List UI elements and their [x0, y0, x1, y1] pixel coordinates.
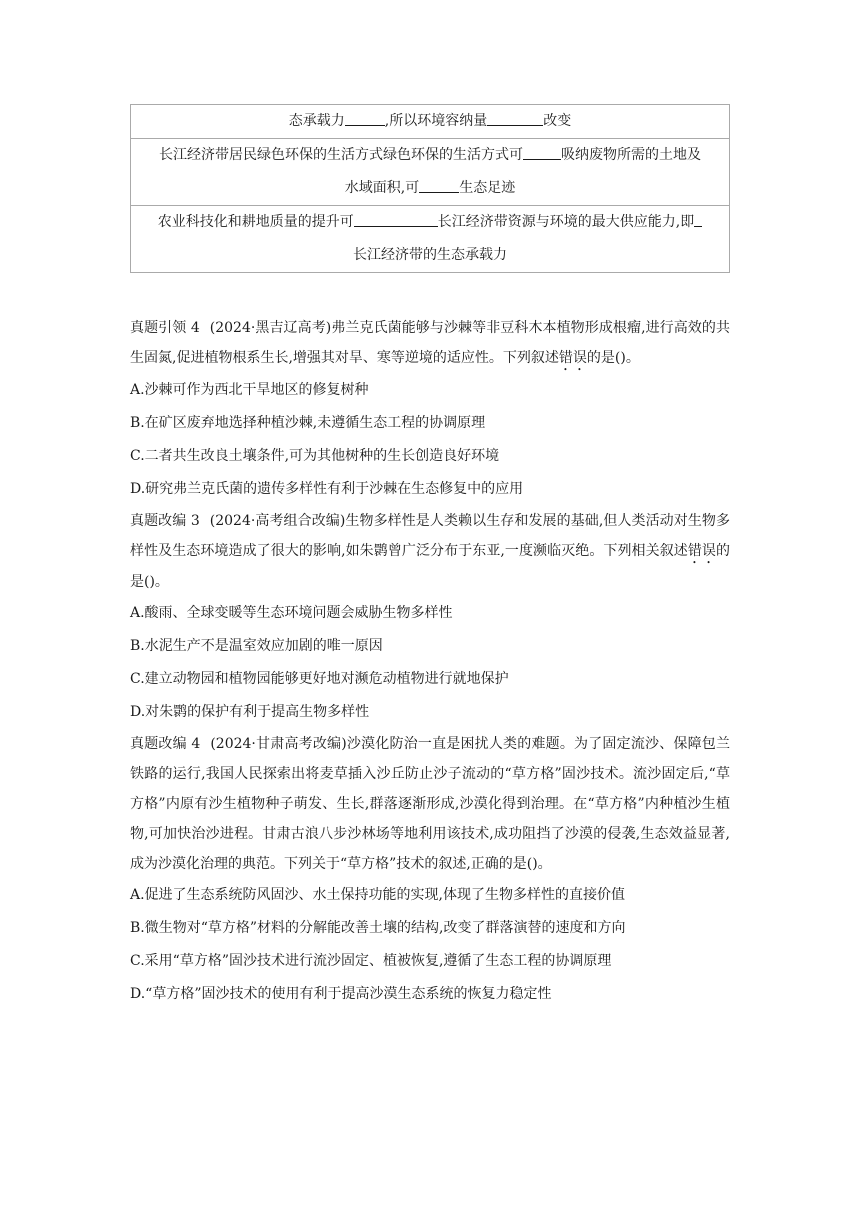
cell-text: 长江经济带居民绿色环保的生活方式绿色环保的生活方式可: [159, 147, 523, 163]
option-d: D.研究弗兰克氏菌的遗传多样性有利于沙棘在生态修复中的应用: [130, 481, 524, 497]
question-3: [130, 729, 730, 1011]
questions-section: [130, 313, 730, 1011]
cell-text: 水域面积,可: [344, 180, 420, 196]
emphasis-text: 错误: [558, 350, 587, 366]
stem-text: (2024·黑吉辽高考)弗兰克氏菌能够与沙棘等非豆科木本植物形成根瘤,进行高效的共生固氮,促进植物根系生长,增强其对旱、寒等逆境的适应性。下列叙述: [130, 320, 731, 366]
option-b: B.水泥生产不是温室效应加剧的唯一原因: [130, 638, 383, 654]
option-c: C.采用“草方格”固沙技术进行流沙固定、植被恢复,遵循了生态工程的协调原理: [130, 953, 612, 969]
stem-text: 的是()。: [130, 543, 731, 590]
table-cell: [131, 105, 730, 139]
question-label: 真题引领 4: [130, 320, 200, 336]
table-cell: [131, 206, 730, 273]
question-stem: [130, 506, 730, 597]
table-row: [131, 206, 730, 273]
cell-text: 态承载力: [288, 113, 345, 129]
fill-blank: [354, 212, 438, 227]
cell-text: 长江经济带的生态承载力: [353, 247, 507, 263]
cell-text: 生态足迹: [459, 180, 516, 196]
option-a: A.沙棘可作为西北干旱地区的修复树种: [130, 382, 369, 398]
answer-table: [130, 104, 730, 273]
option-c: C.建立动物园和植物园能够更好地对濒危动植物进行就地保护: [130, 671, 509, 687]
stem-text: 的是()。: [586, 350, 640, 366]
question-label: 真题改编 4: [130, 736, 201, 752]
option-d: D.对朱鹮的保护有利于提高生物多样性: [130, 704, 370, 720]
stem-text: (2024·高考组合改编)生物多样性是人类赖以生存和发展的基础,但人类活动对生物多样性及生态环境造成了很大的影响,如朱鹮曾广泛分布于东亚,一度濒临灭绝。下列相关叙述: [130, 513, 731, 559]
table-row: [131, 139, 730, 206]
option-b: B.在矿区废弃地选择种植沙棘,未遵循生态工程的协调原理: [130, 415, 486, 431]
cell-text: 农业科技化和耕地质量的提升可: [157, 214, 354, 230]
option-a: A.酸雨、全球变暖等生态环境问题会威胁生物多样性: [130, 605, 453, 621]
question-1: [130, 313, 730, 506]
fill-blank: [694, 212, 702, 227]
question-2: [130, 506, 730, 729]
question-label: 真题改编 3: [130, 513, 200, 529]
option-a: A.促进了生态系统防风固沙、水土保持功能的实现,体现了生物多样性的直接价值: [130, 887, 626, 903]
cell-text: 吸纳废物所需的土地及: [561, 147, 701, 163]
cell-text: 长江经济带资源与环境的最大供应能力,即: [437, 214, 695, 230]
cell-text: ,所以环境容纳量: [384, 113, 488, 129]
table-row: [131, 105, 730, 139]
fill-blank: [419, 178, 459, 193]
fill-blank: [523, 145, 561, 160]
fill-blank: [345, 111, 385, 126]
table-cell: [131, 139, 730, 206]
fill-blank: [487, 111, 543, 126]
option-d: D.“草方格”固沙技术的使用有利于提高沙漠生态系统的恢复力稳定性: [130, 986, 552, 1002]
option-c: C.二者共生改良土壤条件,可为其他树种的生长创造良好环境: [130, 448, 500, 464]
emphasis-text: 错误: [687, 543, 717, 559]
stem-text: (2024·甘肃高考改编)沙漠化防治一直是困扰人类的难题。为了固定流沙、保障包兰铁路的运行,我国人民探索出将麦草插入沙丘防止沙子流动的“草方格”固沙技术。流沙固定后,“草方格”内原有沙生植物种子萌发、生长,群落逐渐形成,沙漠化得到治理。在“草方格”内种植沙生植物,可加快治沙进程。甘肃古浪八步沙林场等地利用该技术,成功阻挡了沙漠的侵袭,生态效益显著,成为沙漠化治理的典范。下列关于“草方格”技术的叙述,正确的是()。: [130, 736, 730, 872]
cell-text: 改变: [543, 113, 572, 129]
question-stem: [130, 729, 730, 879]
question-stem: [130, 313, 730, 374]
option-b: B.微生物对“草方格”材料的分解能改善土壤的结构,改变了群落演替的速度和方向: [130, 920, 626, 936]
